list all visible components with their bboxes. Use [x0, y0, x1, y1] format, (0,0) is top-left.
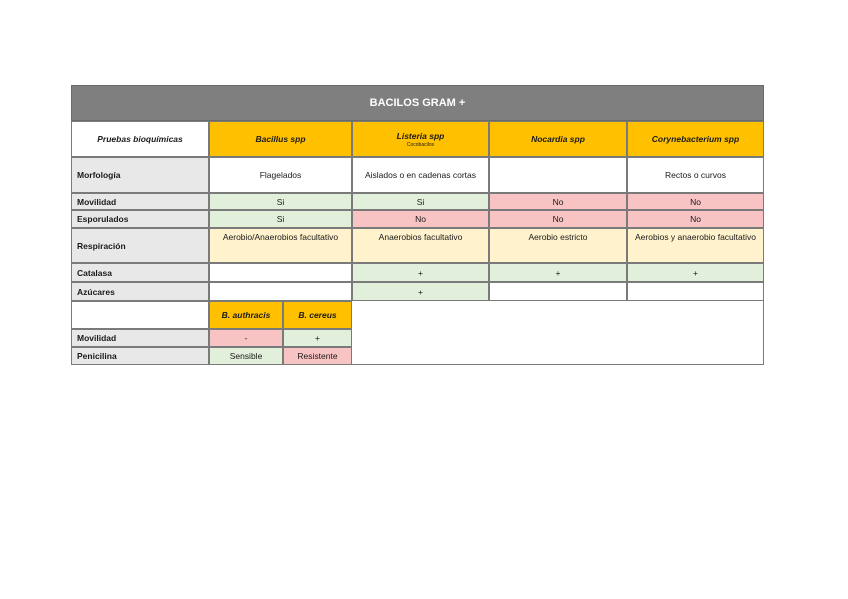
row-label-azucares: Azúcares	[71, 282, 209, 301]
cell-movilidad-listeria: Si	[352, 193, 489, 210]
header-nocardia-label: Nocardia spp	[531, 134, 585, 144]
row-label-esporulados: Esporulados	[71, 210, 209, 228]
cell-esporulados-bacillus: Si	[209, 210, 352, 228]
empty-area-border	[352, 301, 764, 365]
cell-azucares-nocardia	[489, 282, 627, 301]
sub-header-b-anthracis-label: B. authracis	[221, 310, 271, 320]
cell-esporulados-listeria: No	[352, 210, 489, 228]
header-listeria-label: Listeria spp	[396, 131, 445, 141]
bacilos-gram-table	[71, 85, 764, 365]
cell-catalasa-corynebacterium: +	[627, 263, 764, 282]
cell-morfologia-nocardia	[489, 157, 627, 193]
sub-cell-movilidad-cereus: +	[283, 329, 352, 347]
cell-respiracion-listeria: Anaerobios facultativo	[352, 228, 489, 263]
sub-header-b-cereus	[283, 301, 352, 329]
row-label-movilidad: Movilidad	[71, 193, 209, 210]
sub-header-empty	[71, 301, 209, 329]
header-listeria-sub: Cocobacilos	[406, 142, 435, 148]
sub-header-b-anthracis	[209, 301, 283, 329]
row-label-morfologia: Morfología	[71, 157, 209, 193]
sub-cell-penicilina-cereus: Resistente	[283, 347, 352, 365]
header-bacillus-label: Bacillus spp	[255, 134, 306, 144]
cell-respiracion-corynebacterium: Aerobios y anaerobio facultativo	[627, 228, 764, 263]
row-label-catalasa: Catalasa	[71, 263, 209, 282]
sub-cell-movilidad-anthracis: -	[209, 329, 283, 347]
cell-respiracion-bacillus: Aerobio/Anaerobios facultativo	[209, 228, 352, 263]
sub-header-b-cereus-label: B. cereus	[298, 310, 337, 320]
cell-esporulados-corynebacterium: No	[627, 210, 764, 228]
cell-movilidad-corynebacterium: No	[627, 193, 764, 210]
cell-catalasa-bacillus	[209, 263, 352, 282]
header-pruebas: Pruebas bioquímicas	[71, 121, 209, 157]
header-corynebacterium-label: Corynebacterium spp	[651, 134, 740, 144]
cell-morfologia-corynebacterium: Rectos o curvos	[627, 157, 764, 193]
sub-cell-penicilina-anthracis: Sensible	[209, 347, 283, 365]
cell-azucares-corynebacterium	[627, 282, 764, 301]
cell-movilidad-nocardia: No	[489, 193, 627, 210]
cell-catalasa-nocardia: +	[489, 263, 627, 282]
cell-movilidad-bacillus: Si	[209, 193, 352, 210]
cell-catalasa-listeria: +	[352, 263, 489, 282]
header-nocardia	[489, 121, 627, 157]
cell-esporulados-nocardia: No	[489, 210, 627, 228]
sub-row-label-movilidad: Movilidad	[71, 329, 209, 347]
cell-morfologia-bacillus: Flagelados	[209, 157, 352, 193]
cell-azucares-bacillus	[209, 282, 352, 301]
header-bacillus	[209, 121, 352, 157]
header-listeria	[352, 121, 489, 157]
table-title: BACILOS GRAM +	[71, 85, 764, 121]
sub-row-label-penicilina: Penicilina	[71, 347, 209, 365]
header-corynebacterium	[627, 121, 764, 157]
cell-morfologia-listeria: Aislados o en cadenas cortas	[352, 157, 489, 193]
cell-respiracion-nocardia: Aerobio estricto	[489, 228, 627, 263]
row-label-respiracion: Respiración	[71, 228, 209, 263]
cell-azucares-listeria: +	[352, 282, 489, 301]
